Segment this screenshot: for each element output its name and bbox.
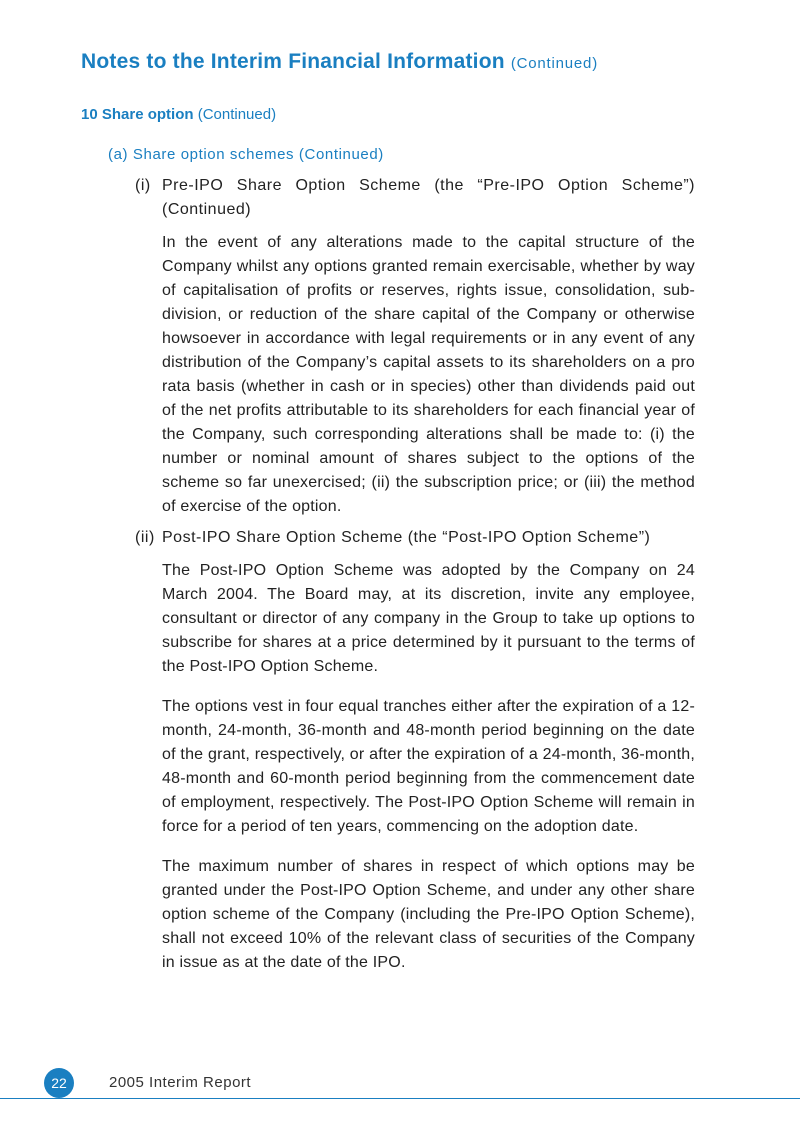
section-heading-suffix: (Continued)	[197, 106, 277, 123]
item-post-ipo-scheme	[135, 526, 695, 991]
page-title	[81, 50, 598, 74]
footer-report-name: 2005 Interim Report	[109, 1074, 252, 1091]
footer-divider	[0, 1098, 800, 1099]
paragraph: The Post-IPO Option Scheme was adopted by the Company on 24 March 2004. The Board may, at its discretion, invite any employee, consultant or director of any company in the Group to take up options to subscribe for shares at a price determined by it pursuant to the terms of the Post-IPO Option Scheme.	[162, 562, 695, 675]
section-heading-text: 10 Share option	[81, 106, 194, 123]
page-title-text: Notes to the Interim Financial Information	[81, 50, 505, 73]
section-heading	[81, 106, 276, 123]
item-heading	[135, 526, 695, 550]
subsection-heading: (a) Share option schemes (Continued)	[108, 146, 384, 163]
item-title: Pre-IPO Share Option Scheme (the “Pre-IPO Option Scheme”) (Continued)	[162, 177, 695, 218]
paragraph: In the event of any alterations made to the capital structure of the Company whilst any options granted remain exercisable, whether by way of capitalisation of profits or reserves, rights issue, consolidation, sub-division, or reduction of the share capital of the Company or otherwise howsoever in accordance with legal requirements or in any event of any distribution of the Company’s capital assets to its shareholders on a pro rata basis (whether in cash or in species) other than dividends paid out of the net profits attributable to its shareholders for each financial year of the Company, such corresponding alterations shall be made to: (i) the number or nominal amount of shares subject to the options of the scheme so far unexercised; (ii) the subscription price; or (iii) the method of exercise of the option.	[162, 234, 695, 515]
item-heading	[135, 174, 695, 222]
item-number: (i)	[135, 177, 151, 194]
paragraph: The maximum number of shares in respect of which options may be granted under the Post-IPO Option Scheme, and under any other share option scheme of the Company (including the Pre-IPO Option Scheme), shall not exceed 10% of the relevant class of securities of the Company in issue as at the date of the IPO.	[162, 858, 695, 971]
item-title: Post-IPO Share Option Scheme (the “Post-IPO Option Scheme”)	[162, 529, 651, 546]
item-number: (ii)	[135, 529, 155, 546]
paragraph: The options vest in four equal tranches either after the expiration of a 12-month, 24-month, 36-month and 48-month period beginning on the date of the grant, respectively, or after the expiration of a 24-month, 36-month, 48-month and 60-month period beginning from the commencement date of employment, respectively. The Post-IPO Option Scheme will remain in force for a period of ten years, commencing on the adoption date.	[162, 698, 695, 835]
item-pre-ipo-scheme	[135, 174, 695, 535]
page-title-suffix: (Continued)	[510, 55, 598, 72]
page-number-badge: 22	[44, 1068, 74, 1098]
